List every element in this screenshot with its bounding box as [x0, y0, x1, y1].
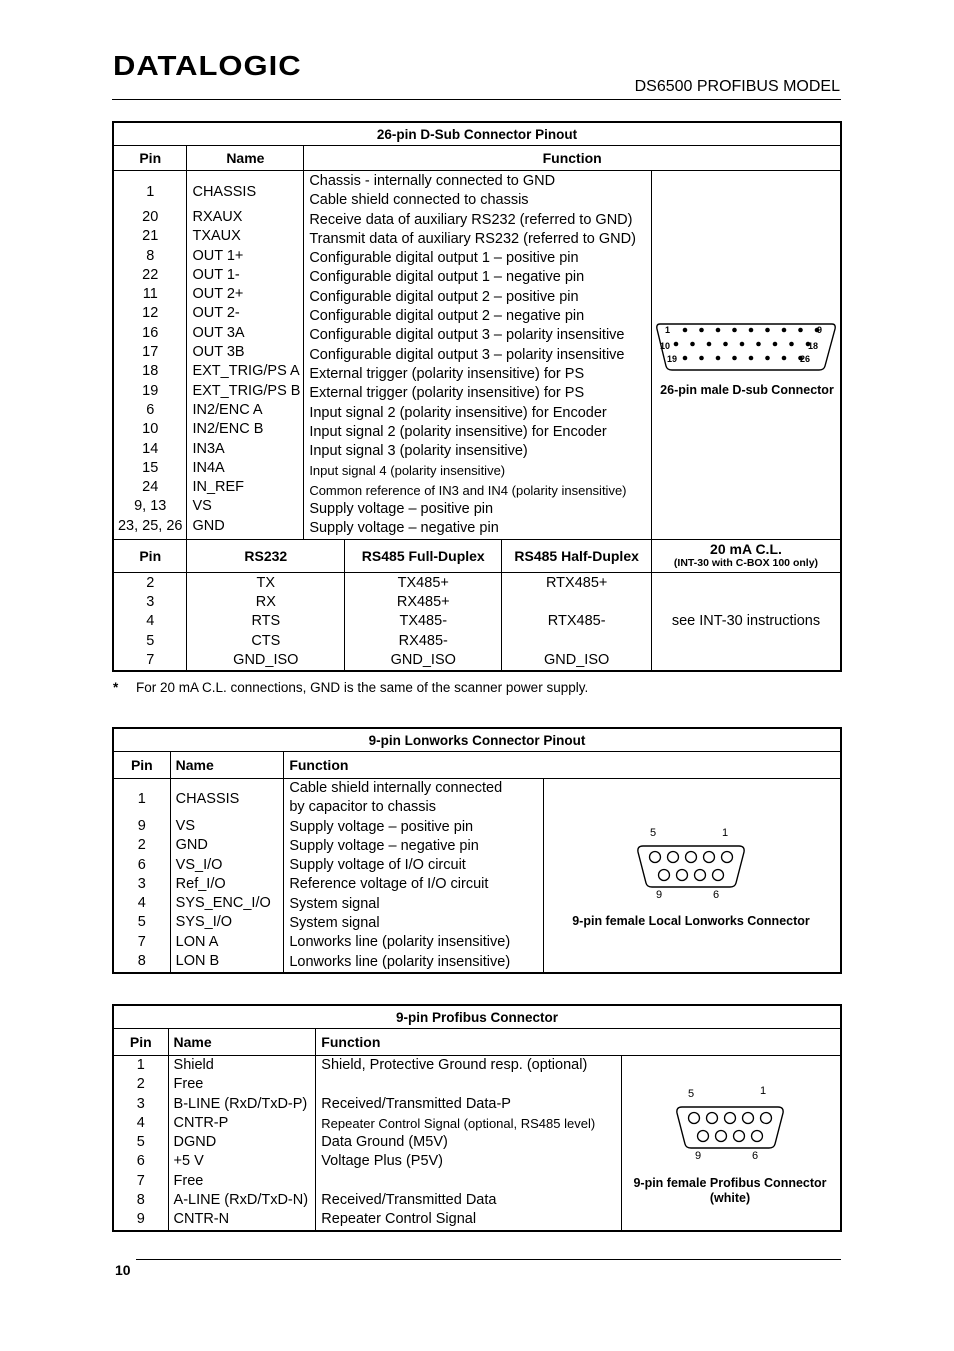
col-header-function: Function [304, 146, 841, 171]
table-cell: Supply voltage of I/O circuit [289, 857, 466, 874]
table-cell: 9 [136, 1211, 145, 1228]
lon-header-function: Function [284, 752, 841, 779]
table-cell: CHASSIS [175, 791, 240, 807]
lon-pin-label-1: 1 [722, 827, 729, 839]
table-cell: 12 [142, 305, 159, 322]
table-cell: 4 [137, 895, 146, 912]
table-cell: GND [175, 837, 208, 854]
table-cell: CHASSIS [192, 184, 257, 200]
socket-hole [689, 1113, 700, 1124]
table-cell: Transmit data of auxiliary RS232 (referred to GND) [309, 230, 636, 247]
pin-dot [765, 328, 770, 333]
pin-dot [732, 328, 737, 333]
table-cell: TX485- [399, 613, 448, 630]
sub-full-column [345, 572, 502, 671]
table-cell: 3 [136, 1095, 145, 1112]
table-cell: LON B [175, 953, 220, 970]
table-lonworks [112, 727, 842, 974]
table-cell: 6 [146, 401, 155, 418]
table-cell: 5 [146, 632, 155, 649]
footer-divider [136, 1259, 841, 1260]
table-cell: VS [192, 498, 212, 515]
model-title: DS6500 PROFIBUS MODEL [634, 78, 840, 95]
table-cell: Supply voltage – positive pin [309, 501, 494, 518]
table-cell: 2 [137, 837, 146, 854]
pin-label-1: 1 [664, 325, 670, 335]
table-cell: A-LINE (RxD/TxD-N) [173, 1192, 309, 1209]
table-cell: System signal [289, 895, 380, 912]
table-cell: Lonworks line (polarity insensitive) [289, 953, 511, 970]
table-cell: TXAUX [192, 228, 241, 245]
table-cell: 21 [142, 228, 159, 245]
table-cell: DGND [173, 1134, 217, 1151]
header-divider [112, 99, 841, 100]
table-cell: B-LINE (RxD/TxD-P) [173, 1095, 308, 1112]
table-26pin-title: 26-pin D-Sub Connector Pinout [113, 122, 841, 146]
table-cell: RTX485+ [545, 574, 608, 591]
page-number: 10 [115, 1262, 131, 1278]
pin-dot [749, 356, 754, 361]
table-cell: 22 [142, 266, 159, 283]
lon-pin-column [113, 779, 170, 973]
pin-dot [683, 356, 688, 361]
pb-connector-caption-2: (white) [710, 1191, 751, 1205]
table-cell: GND_ISO [390, 651, 456, 668]
pb-pin-label-5: 5 [688, 1088, 695, 1100]
pb-connector-caption-1: 9-pin female Profibus Connector [633, 1176, 828, 1190]
table-cell: 6 [136, 1153, 145, 1170]
table-cell: 10 [142, 421, 159, 438]
table-cell: 3 [137, 875, 146, 892]
pin-dot [740, 342, 745, 347]
lon-pin-label-5: 5 [650, 827, 657, 839]
table-cell: RXAUX [192, 209, 243, 225]
socket-hole [713, 870, 724, 881]
table-cell: CNTR-N [173, 1211, 230, 1228]
table-cell: EXT_TRIG/PS A [192, 363, 300, 380]
sub-header-20ma [651, 539, 841, 572]
lon-function-column [284, 779, 544, 973]
table-cell: Received/Transmitted Data [321, 1192, 497, 1209]
table-cell: IN_REF [192, 479, 245, 496]
socket-hole [704, 852, 715, 863]
lon-connector-caption: 9-pin female Local Lonworks Connector [572, 914, 811, 928]
table-cell: 6 [137, 856, 146, 873]
table-cell: 7 [136, 1172, 145, 1189]
socket-hole [650, 852, 661, 863]
table-cell: IN3A [192, 440, 225, 457]
table-cell: Supply voltage – negative pin [289, 837, 479, 854]
table-cell: External trigger (polarity insensitive) for PS [309, 385, 585, 402]
table-cell: Reference voltage of I/O circuit [289, 876, 489, 893]
table-cell: 1 [146, 184, 155, 200]
table-cell: TX [256, 574, 276, 591]
table-cell: Cable shield connected to chassis [309, 192, 529, 209]
table-cell: 8 [137, 953, 146, 970]
col-header-name: Name [187, 146, 304, 171]
sub-header-rs232: RS232 [187, 539, 345, 572]
footnote-marker: * [113, 680, 119, 695]
pin-column [113, 171, 187, 540]
table-cell: 3 [146, 593, 155, 610]
table-cell: 11 [142, 286, 158, 303]
pb-header-function: Function [316, 1029, 841, 1056]
pb-pin-label-6: 6 [752, 1150, 759, 1162]
table-cell: 5 [136, 1134, 145, 1151]
socket-hole [734, 1131, 745, 1142]
table-cell: 20 [142, 209, 159, 225]
table-cell: Input signal 2 (polarity insensitive) for Encoder [309, 423, 607, 440]
pb-pin-label-9: 9 [695, 1150, 702, 1162]
footnote [113, 680, 588, 695]
pin-dot [699, 328, 704, 333]
table-cell: RTS [251, 613, 281, 630]
table-cell: Free [173, 1172, 204, 1189]
pin-dot [798, 328, 803, 333]
table-cell: Repeater Control Signal [321, 1211, 477, 1228]
table-cell: IN2/ENC A [192, 401, 263, 418]
table-cell [502, 632, 651, 651]
table-cell: 24 [142, 479, 159, 496]
pb-pin-label-1: 1 [760, 1086, 767, 1097]
pin-dot [674, 342, 679, 347]
table-cell: LON A [175, 933, 219, 950]
table-cell: Shield, Protective Ground resp. (optional) [321, 1057, 588, 1073]
name-column [187, 171, 304, 540]
lon-pin-label-6: 6 [713, 889, 720, 901]
pin-dot [683, 328, 688, 333]
sub-header-rs485-full: RS485 Full-Duplex [345, 539, 502, 572]
table-cell: Configurable digital output 3 – polarity insensitive [309, 327, 625, 344]
table-cell: 16 [142, 324, 159, 341]
table-cell: Data Ground (M5V) [321, 1134, 448, 1151]
connector-cell [651, 171, 841, 540]
table-cell: GND_ISO [233, 651, 299, 668]
table-cell: 5 [137, 914, 146, 931]
connector-caption: 26-pin male D-sub Connector [660, 383, 834, 397]
socket-hole [743, 1113, 754, 1124]
table-cell: SYS_I/O [175, 914, 233, 931]
pin-dot [716, 356, 721, 361]
lon-pin-label-9: 9 [656, 889, 663, 901]
table-cell: 18 [142, 363, 159, 380]
table-cell: Repeater Control Signal (optional, RS485 level) [321, 1115, 596, 1131]
pin-dot [765, 356, 770, 361]
table-cell: Shield [173, 1057, 214, 1073]
table-cell: Receive data of auxiliary RS232 (referred to GND) [309, 211, 633, 228]
sub-rs232-column [187, 572, 345, 671]
profibus-connector-icon [622, 1086, 839, 1216]
table-cell: Supply voltage – positive pin [289, 818, 474, 835]
table-cell: OUT 1- [192, 266, 240, 283]
pin-dot [699, 356, 704, 361]
table-cell: Supply voltage – negative pin [309, 520, 499, 537]
table-cell: IN4A [192, 459, 225, 476]
pin-dot [773, 342, 778, 347]
pb-function-column [316, 1056, 622, 1231]
pin-label-18: 18 [807, 341, 818, 351]
table-cell: by capacitor to chassis [289, 799, 437, 816]
pin-label-26: 26 [799, 354, 810, 364]
socket-hole [761, 1113, 772, 1124]
table-cell: 17 [142, 344, 159, 361]
pb-pin-column [113, 1056, 168, 1231]
table-cell: 7 [146, 651, 155, 668]
table-cell: EXT_TRIG/PS B [192, 382, 301, 399]
table-cell: GND_ISO [544, 651, 610, 668]
socket-hole [695, 870, 706, 881]
table-cell: RX485- [398, 632, 448, 649]
pb-name-column [168, 1056, 316, 1231]
lon-header-pin: Pin [113, 752, 170, 779]
table-cell: Input signal 2 (polarity insensitive) for Encoder [309, 404, 607, 421]
table-cell: +5 V [173, 1153, 204, 1170]
sub-half-column [502, 572, 652, 671]
socket-hole [707, 1113, 718, 1124]
table-cell: 9 [137, 818, 146, 834]
table-cell: RX485+ [396, 593, 450, 610]
table-cell [502, 593, 651, 612]
table-cell: IN2/ENC B [192, 421, 264, 438]
table-cell: OUT 1+ [192, 247, 244, 264]
table-cell: OUT 3B [192, 344, 245, 361]
table-cell: 14 [142, 440, 159, 457]
table-cell: 1 [136, 1057, 145, 1073]
sub-header-rs485-half: RS485 Half-Duplex [502, 539, 652, 572]
table-cell [321, 1172, 621, 1191]
table-cell: 4 [146, 613, 155, 630]
table-cell: 8 [136, 1192, 145, 1209]
table-26pin [112, 121, 842, 672]
socket-hole [686, 852, 697, 863]
socket-hole [752, 1131, 763, 1142]
table-cell [321, 1075, 621, 1094]
table-cell: 2 [146, 574, 155, 591]
table-cell: Ref_I/O [175, 875, 226, 892]
sub-pin-column [113, 572, 187, 671]
table-cell: Configurable digital output 2 – negative pin [309, 308, 585, 325]
pin-label-19: 19 [666, 354, 677, 364]
table-cell: Input signal 3 (polarity insensitive) [309, 443, 528, 460]
table-cell: 1 [137, 791, 146, 807]
table-cell: OUT 2+ [192, 286, 244, 303]
pin-dot [749, 328, 754, 333]
pin-dot [690, 342, 695, 347]
lonworks-connector-icon [544, 825, 839, 935]
pb-header-name: Name [168, 1029, 316, 1056]
table-cell: SYS_ENC_I/O [175, 895, 271, 912]
table-cell: VS [175, 818, 195, 834]
table-cell: 4 [136, 1114, 145, 1131]
table-cell: Voltage Plus (P5V) [321, 1153, 444, 1170]
function-column [304, 171, 652, 540]
pb-header-pin: Pin [113, 1029, 168, 1056]
table-cell: 8 [146, 247, 155, 264]
socket-hole [659, 870, 670, 881]
table-cell: RX [255, 593, 276, 610]
table-cell: Configurable digital output 2 – positive pin [309, 288, 579, 305]
socket-hole [668, 852, 679, 863]
lonworks-title: 9-pin Lonworks Connector Pinout [113, 728, 841, 752]
socket-hole [677, 870, 688, 881]
table-cell: Cable shield internally connected [289, 780, 503, 796]
table-cell: Received/Transmitted Data-P [321, 1095, 511, 1112]
pin-dot [782, 356, 787, 361]
socket-hole [725, 1113, 736, 1124]
cl-instructions: see INT-30 instructions [651, 572, 841, 671]
pin-label-10: 10 [659, 341, 670, 351]
table-cell: Input signal 4 (polarity insensitive) [309, 463, 506, 479]
table-cell: TX485+ [397, 574, 449, 591]
table-cell: System signal [289, 915, 380, 932]
profibus-title: 9-pin Profibus Connector [113, 1005, 841, 1029]
pin-dot [716, 328, 721, 333]
pin-label-9: 9 [816, 325, 822, 335]
pin-dot [789, 342, 794, 347]
table-profibus [112, 1004, 842, 1232]
table-cell: Common reference of IN3 and IN4 (polarity insensitive) [309, 482, 627, 498]
pin-dot [707, 342, 712, 347]
sub-header-20ma-note: (INT-30 with C-BOX 100 only) [673, 556, 819, 569]
table-cell: Configurable digital output 1 – negative pin [309, 269, 585, 286]
datalogic-logo: DATALOGIC [113, 50, 302, 82]
lon-connector-cell [544, 779, 841, 973]
table-cell: Free [173, 1076, 204, 1093]
table-cell: Configurable digital output 1 – positive pin [309, 250, 579, 267]
col-header-pin: Pin [113, 146, 187, 171]
table-cell: 23, 25, 26 [117, 517, 183, 534]
pin-dot [756, 342, 761, 347]
pin-dot [723, 342, 728, 347]
socket-hole [698, 1131, 709, 1142]
table-cell: 15 [142, 459, 159, 476]
table-cell: External trigger (polarity insensitive) for PS [309, 365, 585, 382]
footnote-text: For 20 mA C.L. connections, GND is the same of the scanner power supply. [136, 680, 589, 695]
lon-name-column [170, 779, 284, 973]
table-cell: RTX485- [547, 613, 606, 630]
pin-dot [782, 328, 787, 333]
table-cell: 19 [142, 382, 159, 399]
sub-header-pin: Pin [113, 539, 187, 572]
lon-header-name: Name [170, 752, 284, 779]
sub-header-20ma-label: 20 mA C.L. [710, 540, 782, 557]
pb-connector-cell [622, 1056, 841, 1231]
table-cell: CNTR-P [173, 1114, 229, 1131]
table-cell: GND [192, 517, 225, 534]
table-cell: 2 [136, 1076, 145, 1093]
table-cell: CTS [251, 632, 281, 649]
table-cell: VS_I/O [175, 856, 223, 873]
table-cell: Lonworks line (polarity insensitive) [289, 934, 511, 951]
table-cell: 7 [137, 933, 146, 950]
dsub26-connector-icon [654, 320, 840, 405]
table-cell: Configurable digital output 3 – polarity insensitive [309, 346, 625, 363]
socket-hole [716, 1131, 727, 1142]
pin-dot [732, 356, 737, 361]
socket-hole [722, 852, 733, 863]
table-cell: OUT 3A [192, 324, 245, 341]
table-cell: 9, 13 [134, 498, 167, 515]
table-cell: OUT 2- [192, 305, 240, 322]
table-cell: Chassis - internally connected to GND [309, 173, 556, 189]
